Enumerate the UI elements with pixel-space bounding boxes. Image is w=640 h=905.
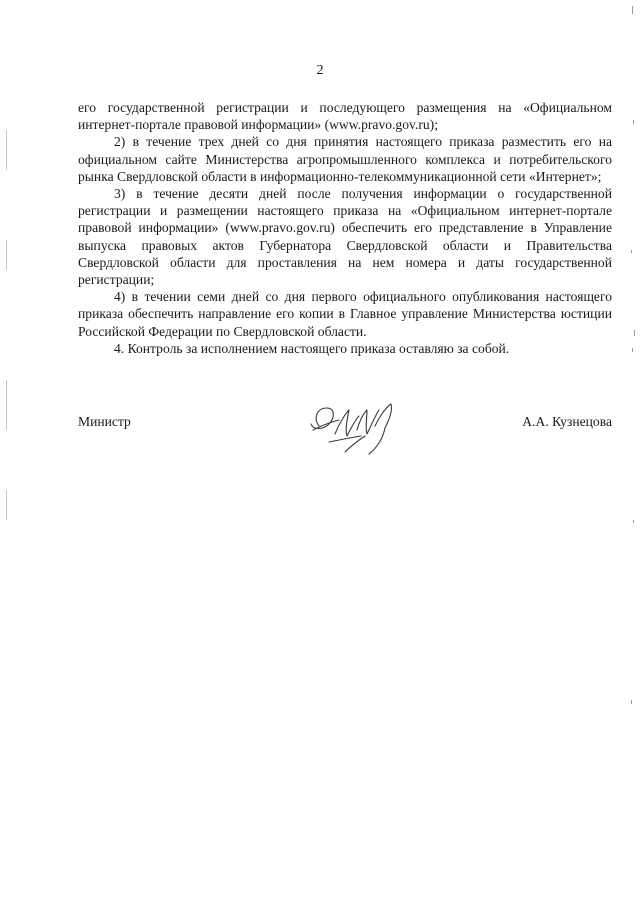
paragraph-control: 4. Контроль за исполнением настоящего приказа оставляю за собой. [114,340,510,356]
document-body [78,99,612,357]
paragraph-item-3: 3) в течение десяти дней после получения информации о государственной регистрации и размещении настоящего приказа на «Официальном интернет-портале правовой информации» (www.pravo.gov.ru) обеспечить его представление в Управление выпуска правовых актов Губернатора Свердловской области и Правительства Свердловской области для проставления на нем номера и даты государственной регистрации; [78,186,612,288]
signatory-title: Министр [78,414,131,429]
paragraph-item-2: 2) в течение трех дней со дня принятия настоящего приказа разместить его на официальном сайте Министерства агропромышленного комплекса и потребительского рынка Свердловской области в информационно-телекоммуникационной сети «Интернет»; [78,134,612,184]
paragraph-continuation: его государственной регистрации и последующего размещения на «Официальном интернет-портале правовой информации» (www.pravo.gov.ru); [78,100,612,133]
handwritten-signature [305,396,405,464]
paragraph-item-4: 4) в течении семи дней со дня первого официального опубликования настоящего приказа обеспечить направление его копии в Главное управление Министерства юстиции Российской Федерации по Свердловской области. [78,289,612,339]
signatory-name: А.А. Кузнецова [522,414,612,429]
scan-edge-specks [628,0,638,905]
scan-left-edge-specks [6,120,8,540]
page-number: 2 [316,63,324,78]
